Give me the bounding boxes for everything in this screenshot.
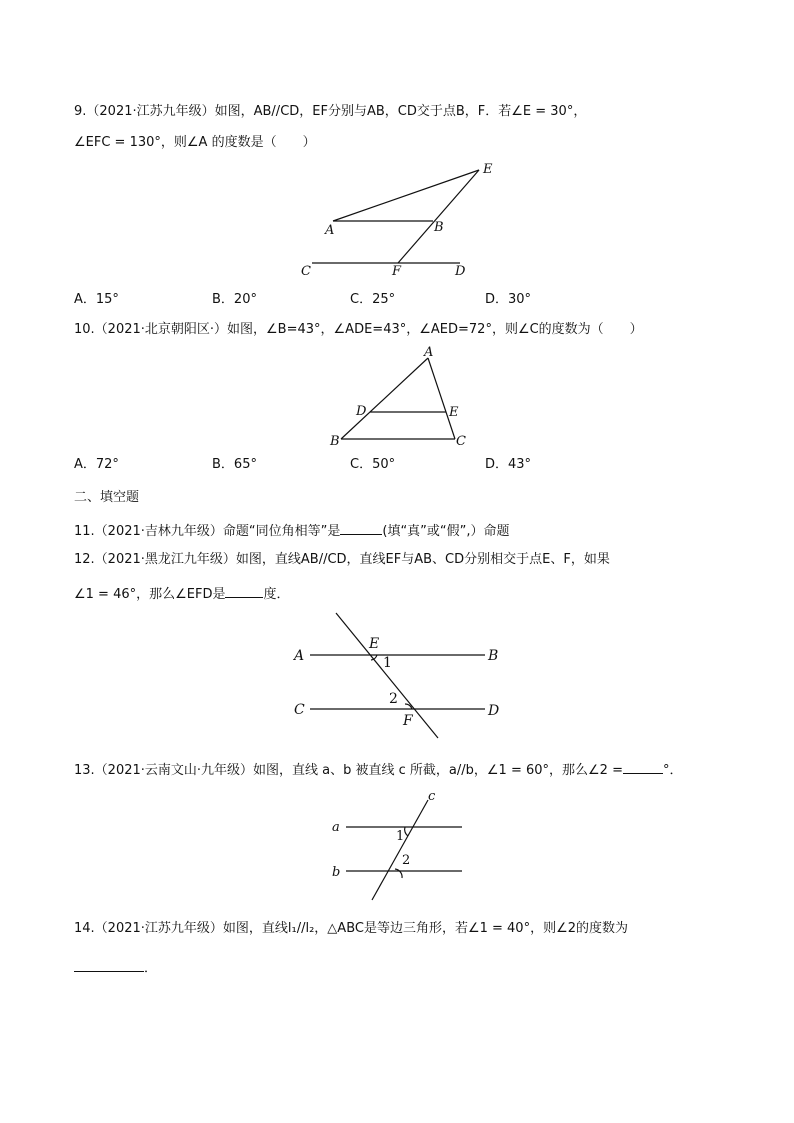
q13-label-c: c <box>428 789 436 804</box>
q10-option-d[interactable]: D．43° <box>485 457 532 472</box>
q10-label-C: C <box>456 434 466 449</box>
q10-label-E: E <box>449 405 459 420</box>
q12-label-2: 2 <box>389 691 398 707</box>
q13-label-b: b <box>332 865 341 880</box>
q9-label-F: F <box>392 264 402 279</box>
q10-label-D: D <box>356 404 367 419</box>
q11-text-post: (填“真”或“假”,）命题 <box>382 524 510 539</box>
q9-label-D: D <box>455 264 466 279</box>
q9-label-B: B <box>434 220 444 235</box>
q9-option-d[interactable]: D．30° <box>485 292 532 307</box>
q9-line2: ∠EFC = 130°，则∠A 的度数是（ ） <box>74 135 316 150</box>
q12-line1: 12.（2021·黑龙江九年级）如图，直线AB//CD，直线EF与AB、CD分别相交于点E、F，如果 <box>74 552 610 567</box>
q9-label-E: E <box>483 162 493 177</box>
q12-label-C: C <box>294 702 305 718</box>
q9-option-c[interactable]: C．25° <box>350 292 396 307</box>
q10-option-c[interactable]: C．50° <box>350 457 396 472</box>
q13-text-pre: 13.（2021·云南文山·九年级）如图，直线 a、b 被直线 c 所截，a//b，∠1 = 60°，那么∠2 = <box>74 763 623 778</box>
q12-label-1: 1 <box>383 655 392 671</box>
q12-label-D: D <box>488 703 500 719</box>
q12-label-E: E <box>369 636 380 652</box>
q9-line1: 9.（2021·江苏九年级）如图，AB//CD，EF分别与AB，CD交于点B，F．若∠E = 30°， <box>74 104 587 119</box>
q14-answer-blank[interactable] <box>74 957 144 972</box>
q10-label-A: A <box>424 345 434 360</box>
q9-label-C: C <box>301 264 311 279</box>
q13-angle2-arc <box>395 869 402 878</box>
q13-label-a: a <box>332 820 340 835</box>
q10-option-b[interactable]: B．65° <box>212 457 257 472</box>
q13-line-c <box>372 800 428 900</box>
q9-option-a[interactable]: A．15° <box>74 292 119 307</box>
q14-line1: 14.（2021·江苏九年级）如图，直线l₁//l₂，△ABC是等边三角形，若∠1 = 40°，则∠2的度数为 <box>74 921 629 936</box>
q10-line1: 10.（2021·北京朝阳区·）如图，∠B=43°，∠ADE=43°，∠AED=72°，则∠C的度数为（ ） <box>74 322 643 337</box>
q10-label-B: B <box>330 434 340 449</box>
q12-label-A: A <box>294 648 305 664</box>
q13-label-2: 2 <box>402 853 411 868</box>
section2-title: 二、填空题 <box>74 490 140 505</box>
q13-label-1: 1 <box>396 829 405 844</box>
q14-line2 <box>74 957 157 978</box>
q13-text-post: °． <box>662 763 683 778</box>
q12-text-post: 度． <box>263 587 290 602</box>
q13-angle1-arc <box>405 827 408 836</box>
q14-text-post: ． <box>144 961 158 976</box>
q9-option-b[interactable]: B．20° <box>212 292 257 307</box>
q10-option-a[interactable]: A．72° <box>74 457 119 472</box>
q11-text-pre: 11.（2021·吉林九年级）命题“同位角相等”是 <box>74 524 341 539</box>
q9-label-A: A <box>325 223 335 238</box>
q12-text-pre: ∠1 = 46°，那么∠EFD是 <box>74 587 226 602</box>
q12-label-F: F <box>403 713 413 729</box>
q12-label-B: B <box>488 648 499 664</box>
